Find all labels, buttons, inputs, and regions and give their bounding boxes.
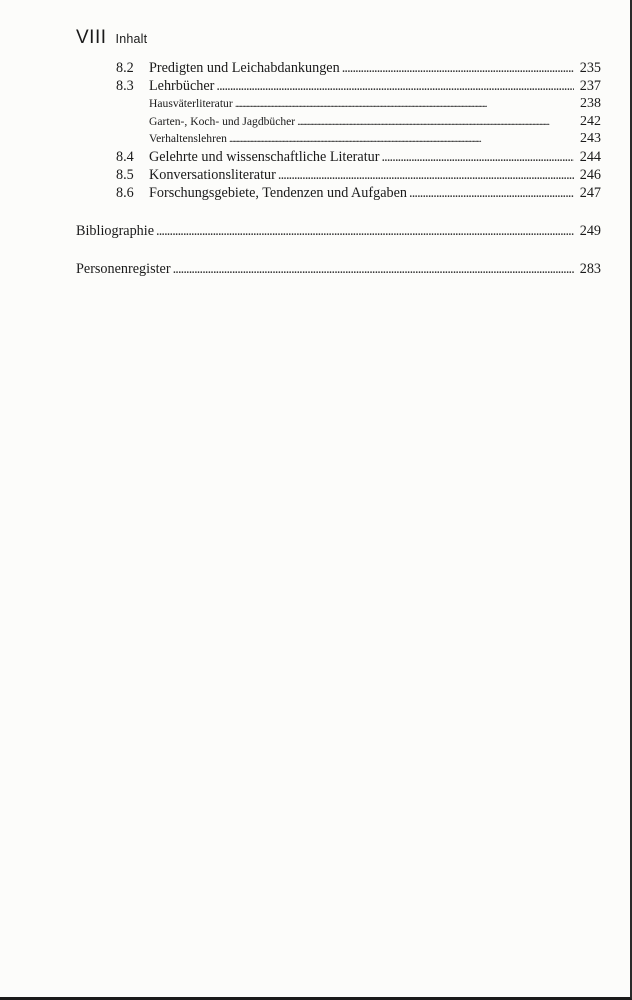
toc-entry-page: 246 [579,166,601,183]
toc-entry-page: 247 [579,184,601,201]
table-of-contents [76,60,601,279]
dot-leader [156,223,574,240]
dot-leader [381,149,574,166]
toc-entry-bibliographie [76,223,601,241]
toc-entry-number: 8.4 [116,148,134,165]
toc-entry-title: Forschungsgebiete, Tendenzen und Aufgaben [149,184,407,201]
toc-entry-title: Hausväterliteratur [149,97,233,110]
toc-entry-title: Konversationsliteratur [149,166,276,183]
toc-entry-title: Personenregister [76,260,171,277]
toc-entry-8-6 [76,185,601,203]
dot-leader [216,78,574,95]
toc-entry-number: 8.6 [116,184,134,201]
toc-entry-title: Garten-, Koch- und Jagdbücher [149,114,296,128]
toc-entry-8-4 [76,149,601,167]
page-number-roman: VIII [76,27,107,48]
dot-leader [173,261,574,278]
toc-entry-title: Lehrbücher [149,78,215,94]
toc-entry-page: 243 [580,131,601,146]
toc-entry-page: 235 [579,60,601,76]
toc-entry-8-3 [76,78,601,96]
toc-entry-title: Verhaltenslehren [149,132,227,145]
section-title: Inhalt [115,32,148,46]
toc-entry-title: Bibliographie [76,222,155,239]
toc-entry-title: Predigten und Leichabdankungen [149,60,340,76]
toc-entry-page: 249 [579,222,601,239]
dot-leader [409,185,574,202]
running-header [76,27,147,49]
toc-entry-page: 283 [579,260,601,277]
toc-subentry-hausvaeterliteratur [76,96,601,114]
toc-entry-8-5 [76,167,601,185]
toc-entry-8-2 [76,60,601,78]
toc-entry-number: 8.2 [116,60,134,76]
toc-entry-page: 242 [580,113,601,129]
toc-subentry-verhaltenslehren [76,131,601,149]
toc-entry-page: 237 [579,78,601,94]
toc-subentry-garten-koch-jagd [76,114,601,132]
dot-leader [297,115,574,128]
dot-leader [278,167,574,184]
dot-leader [235,97,574,110]
toc-entry-title: Gelehrte und wissenschaftliche Literatur [149,148,380,165]
toc-entry-personenregister [76,261,601,279]
toc-entry-number: 8.5 [116,166,134,183]
toc-entry-page: 244 [579,148,601,165]
dot-leader [342,60,574,77]
dot-leader [229,132,574,145]
toc-entry-page: 238 [580,96,601,111]
toc-entry-number: 8.3 [116,78,134,94]
